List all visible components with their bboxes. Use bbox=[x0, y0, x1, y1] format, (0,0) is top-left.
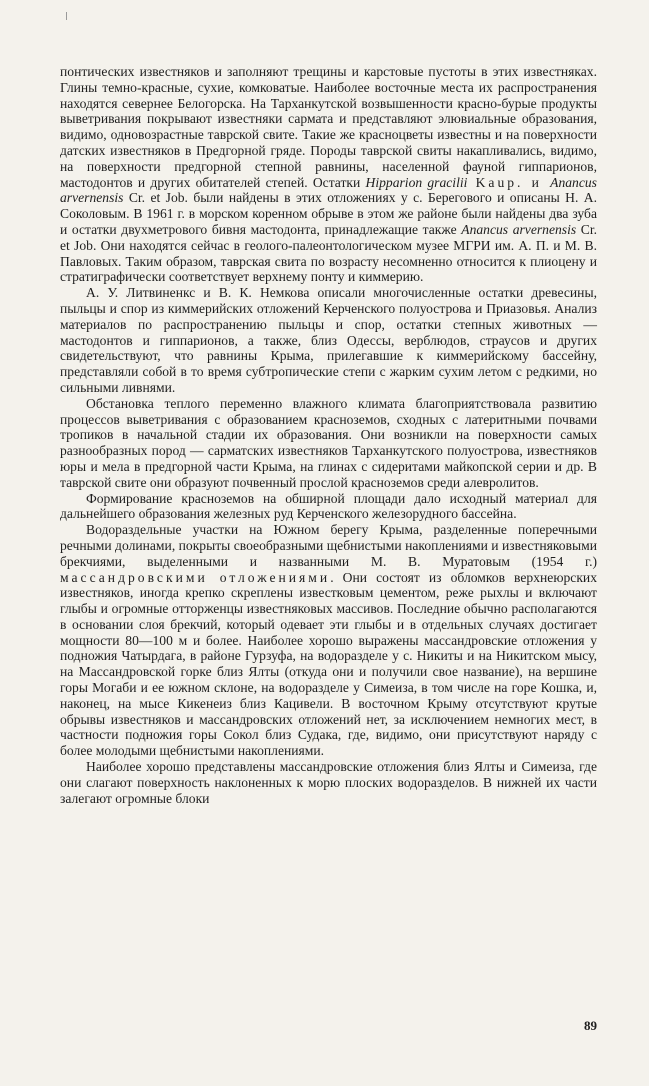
paragraph-3: Обстановка теплого переменно влажного климата благоприятствовала развитию процессов выветривания с образованием красноземов, сходных с латеритными почвами тропиков в начальной стадии их образования. Они возникли на поверхности самых разнообразных пород — сарматских известняков Тарханкутского полуострова, известняков юры и мела в предгорной части Крыма, на глинах с сидеритами майкопской серии и др. В таврской свите они образуют почвенный прослой красноземов среди алевролитов. bbox=[60, 395, 597, 490]
species-name: Anancus arvernensis bbox=[461, 221, 577, 237]
species-name: Anancus arvernensis bbox=[60, 174, 597, 206]
page-number: 89 bbox=[584, 1018, 597, 1033]
scan-mark bbox=[66, 12, 67, 20]
page-body bbox=[60, 64, 597, 806]
species-name: Hipparion gracilii bbox=[365, 174, 468, 190]
paragraph-1: понтических известняков и заполняют трещины и карстовые пустоты в этих известняках. Глины темно-красные, сухие, комковатые. Наиболее восточные места их распространения находятся севернее Белогорска. На Тарханкутской возвышенности красно-бурые продукты выветривания покрывают известняки сармата и представляют элювиальные образования, видимо, одновозрастные таврской свите. Такие же красноцветы известны и на поверхности датских известняков в Предгорной гряде. Породы таврской свиты накапливались, видимо, на поверхности предгорной степной равнины, населенной фауной гиппарионов, мастодонтов и других обитателей степей. Остатки Hipparion gracilii Kaup. и Anancus arvernensis Cr. et Job. были найдены в этих отложениях у с. Берегового и описаны Н. А. Соколовым. В 1961 г. в морском коренном обрыве в этом же районе были найдены два зуба и остатки двухметрового бивня мастодонта, принадлежащие также Anancus arvernensis Cr. et Job. Они находятся сейчас в геолого-палеонтологическом музее МГРИ им. А. П. и М. В. Павловых. Таким образом, таврская свита по возрасту несомненно относится к плиоцену и стратиграфически соответствует верхнему понту и киммерию. bbox=[60, 64, 597, 285]
spaced-term: массандровскими отложениями bbox=[60, 569, 331, 585]
paragraph-4: Формирование красноземов на обширной площади дало исходный материал для дальнейшего образования железных руд Керченского железорудного бассейна. bbox=[60, 490, 597, 522]
paragraph-2: А. У. Литвиненкс и В. К. Немкова описали многочисленные остатки древесины, пыльцы и спор из киммерийских отложений Керченского полуострова и Приазовья. Анализ материалов по распространению пыльцы и спор, остатки степных животных — мастодонтов и гиппарионов, а также, близ Одессы, верблюдов, страусов и других свидетельствуют, что равнины Крыма, прилегавшие к киммерийскому бассейну, представляли собой в то время субтропические степи с жарким сухим летом с редкими, но сильными ливнями. bbox=[60, 285, 597, 395]
paragraph-5: Водораздельные участки на Южном берегу Крыма, разделенные поперечными речными долинами, покрыты своеобразными щебнистыми накоплениями и известняковыми брекчиями, выделенными и названными М. В. Муратовым (1954 г.) массандровскими отложениями. Они состоят из обломков верхнеюрских известняков, иногда крепко скреплены известковым цементом, реже рыхлы и включают глыбы и огромные отторженцы известняковых массивов. Последние обычно располагаются в основании слоя брекчий, который одевает эти глыбы и в отдельных случаях достигает мощности 80—100 м и более. Наиболее хорошо выражены массандровские отложения у подножия Чатырдага, в районе Гурзуфа, на водоразделе у с. Никиты и на Никитском мысу, на Массандровской горке близ Ялты (откуда они и получили свое название), на вершине горы Могаби и ее южном склоне, на водоразделе у Симеиза, в том числе на горе Кошка, и, наконец, на мысе Кикенеиз близ Кацивели. В восточном Крыму отсутствуют крутые обрывы известняков и массандровских отложений нет, за исключением немногих мест, в частности подножия горы Сокол близ Судака, где, видимо, они присутствуют наряду с более молодыми щебнистыми накоплениями. bbox=[60, 522, 597, 759]
paragraph-6: Наиболее хорошо представлены массандровские отложения близ Ялты и Симеиза, где они слагают поверхность наклоненных к морю плоских водоразделов. В нижней их части залегают огромные блоки bbox=[60, 759, 597, 806]
